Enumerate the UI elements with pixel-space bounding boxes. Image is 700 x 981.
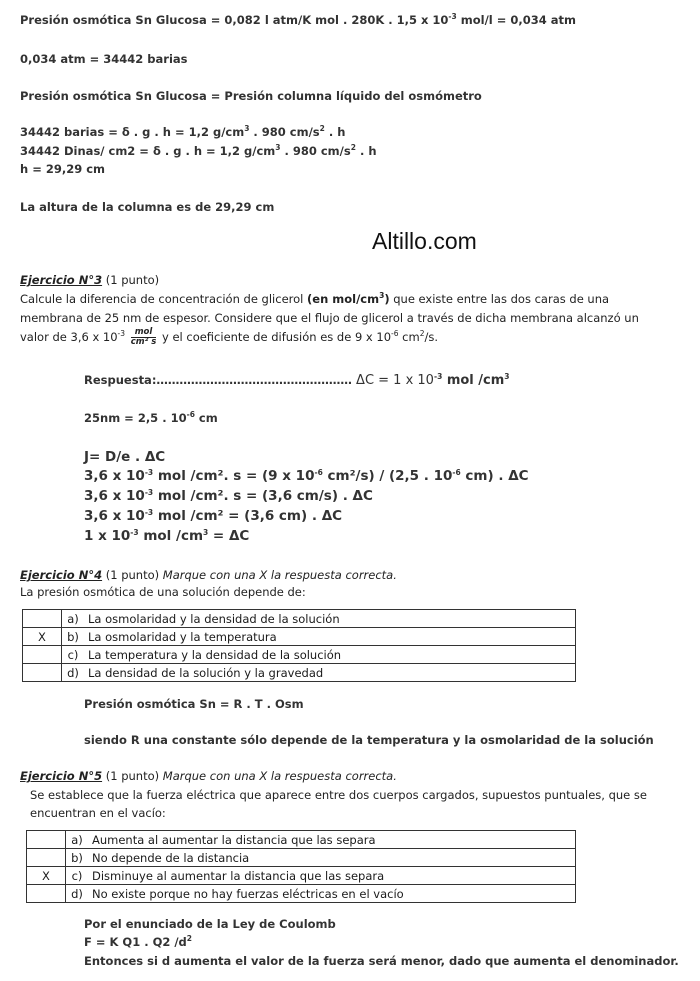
watermark-logo: Altillo.com [372,228,477,254]
table-row: X b) La osmolaridad y la temperatura [23,628,576,646]
exercise-5-question-line1: Se establece que la fuerza eléctrica que aparece entre dos cuerpos cargados, supuestos puntuales, que se [30,788,647,802]
osmotic-pressure-line: Presión osmótica Sn Glucosa = 0,082 l atm/K mol . 280K . 1,5 x $10^{-3}$ mol/l = 0,034 atm [20,12,576,27]
height-conclusion-line: La altura de la columna es de 29,29 cm [20,200,275,214]
exercise-5-heading: Ejercicio N°5 (1 punto) Marque con una X la respuesta correcta. [20,769,397,783]
answer-mark-cell[interactable]: X [23,628,62,646]
exercise-3-answer: Respuesta:…………………………………………… ΔC = 1 x $10^{-3}$ mol $/cm^3$ [84,372,510,388]
answer-mark-cell[interactable] [23,664,62,682]
table-row: b) No depende de la distancia [27,849,576,867]
answer-mark-cell[interactable] [27,849,66,867]
solution-step-3: 3,6 x $10^{-3}$ mol /cm². s = (3,6 cm/s) . ΔC [84,488,373,504]
table-row: a) La osmolaridad y la densidad de la solución [23,610,576,628]
exercise-5-question-line2: encuentran en el vacío: [30,806,166,820]
solution-step-4: 3,6 x $10^{-3}$ mol /cm² = (3,6 cm) . ΔC [84,508,343,524]
exercise-5-conclusion: Entonces si d aumenta el valor de la fuerza será menor, dado que aumenta el denominador. [84,954,679,968]
flux-unit-fraction: $\frac{\text{mol}}{\text{cm² s}}$ [130,327,157,347]
coulomb-law-intro: Por el enunciado de la Ley de Coulomb [84,917,336,931]
barias-equation-line: 34442 barias = δ . g . h = 1,2 $g/cm^3$ . 980 $cm/s^2$ . h [20,124,346,139]
answer-mark-cell[interactable] [23,646,62,664]
table-row: a) Aumenta al aumentar la distancia que las separa [27,831,576,849]
table-row: X c) Disminuye al aumentar la distancia que las separa [27,867,576,885]
answer-mark-cell[interactable] [27,831,66,849]
table-row: c) La temperatura y la densidad de la solución [23,646,576,664]
solution-step-2: 3,6 x $10^{-3}$ mol /cm². s = (9 x $10^{-6}$ cm²/s) / (2,5 . $10^{-6}$ cm) . ΔC [84,468,529,484]
answer-mark-cell[interactable]: X [27,867,66,885]
answer-mark-cell[interactable] [27,885,66,903]
exercise-4-question: La presión osmótica de una solución depende de: [20,585,306,599]
table-row: d) La densidad de la solución y la gravedad [23,664,576,682]
atm-to-barias-line: 0,034 atm = 34442 barias [20,52,188,66]
table-row: d) No existe porque no hay fuerzas eléctricas en el vacío [27,885,576,903]
exercise-3-statement-line2: membrana de 25 nm de espesor. Considere que el flujo de glicerol a través de dicha membrana alcanzó un [20,311,639,325]
exercise-4-explanation: siendo R una constante sólo depende de la temperatura y la osmolaridad de la solución [84,733,654,747]
height-result-line: h = 29,29 cm [20,162,106,176]
exercise-3-heading: Ejercicio N°3 (1 punto) [20,273,160,287]
answer-mark-cell[interactable] [23,610,62,628]
exercise-3-statement-line1: Calcule la diferencia de concentración de glicerol (en mol/$cm^3$) que existe entre las dos caras de una [20,291,610,306]
dinas-equation-line: 34442 Dinas/ cm2 = δ . g . h = 1,2 $g/cm^3$ . 980 $cm/s^2$ . h [20,143,377,158]
exercise-4-heading: Ejercicio N°4 (1 punto) Marque con una X la respuesta correcta. [20,568,397,582]
pressure-equality-line: Presión osmótica Sn Glucosa = Presión columna líquido del osmómetro [20,89,482,103]
exercise-5-options-table [26,830,576,903]
thickness-conversion: 25nm = 2,5 . $10^{-6}$ cm [84,410,218,425]
exercise-3-statement-line3: valor de 3,6 x $10^{-3}$ $\frac{\text{mol}}{\text{cm² s}}$ y el coeficiente de difusión es de 9 x $10^{-6}$ $cm^2/s$. [20,327,439,347]
solution-step-5: 1 x $10^{-3}$ mol $/cm^3 = \Delta C$ [84,528,250,544]
osmotic-formula: Presión osmótica Sn = R . T . Osm [84,697,304,711]
exercise-4-options-table [22,609,576,682]
solution-step-1: J= D/e . ΔC [84,449,166,465]
coulomb-formula: F = K Q1 . Q2 $/d^2$ [84,934,192,949]
